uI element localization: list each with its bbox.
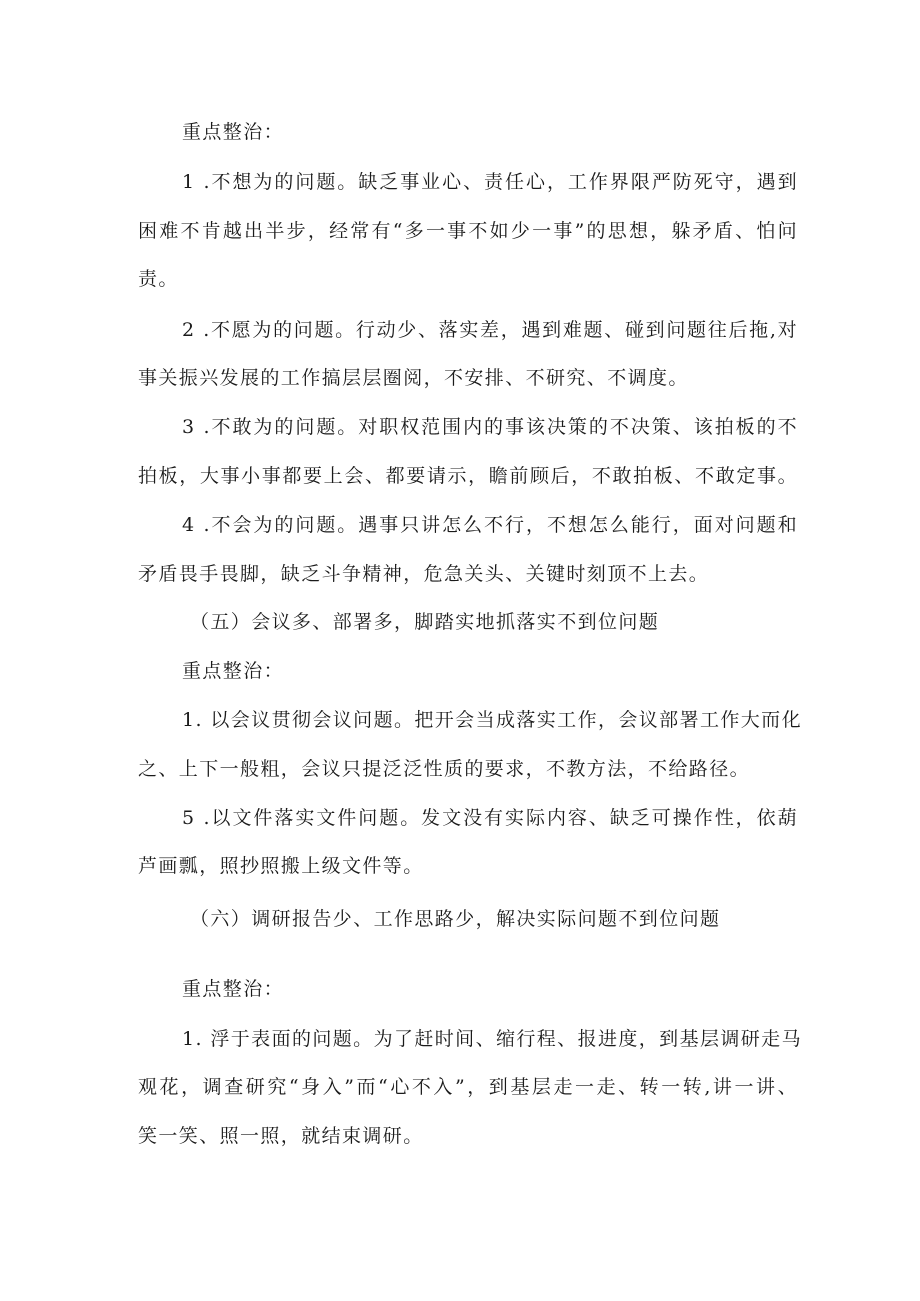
- paragraph-line: 笑一笑、照一照，就结束调研。: [138, 1125, 424, 1147]
- paragraph-line: 责。: [138, 268, 179, 290]
- paragraph-line: 芦画瓢，照抄照搬上级文件等。: [138, 855, 424, 877]
- section-heading-focus: 重点整治：: [182, 660, 285, 682]
- section-heading-focus: 重点整治：: [182, 978, 285, 1000]
- paragraph-line: 5 .以文件落实文件问题。发文没有实际内容、缺乏可操作性，依葫: [182, 807, 798, 829]
- paragraph-line: 困难不肯越出半步，经常有“多一事不如少一事”的思想，躲矛盾、怕问: [138, 220, 798, 242]
- paragraph-line: 1. 浮于表面的问题。为了赶时间、缩行程、报进度，到基层调研走马: [182, 1028, 802, 1050]
- paragraph-line: 拍板，大事小事都要上会、都要请示，瞻前顾后，不敢拍板、不敢定事。: [138, 465, 798, 487]
- paragraph-line: 2 .不愿为的问题。行动少、落实差，遇到难题、碰到问题往后拖,对: [182, 319, 798, 341]
- section-heading-focus: 重点整治：: [182, 121, 285, 143]
- paragraph-line: 1. 以会议贯彻会议问题。把开会当成落实工作，会议部署工作大而化: [182, 709, 802, 731]
- paragraph-line: 3 .不敢为的问题。对职权范围内的事该决策的不决策、该拍板的不: [182, 416, 798, 438]
- paragraph-line: 事关振兴发展的工作搞层层圈阅，不安排、不研究、不调度。: [138, 367, 689, 389]
- section-title-six: （六）调研报告少、工作思路少，解决实际问题不到位问题: [190, 908, 721, 930]
- section-title-five: （五）会议多、部署多，脚踏实地抓落实不到位问题: [190, 611, 660, 633]
- paragraph-line: 1 .不想为的问题。缺乏事业心、责任心，工作界限严防死守，遇到: [182, 171, 798, 193]
- paragraph-line: 矛盾畏手畏脚，缺乏斗争精神，危急关头、关键时刻顶不上去。: [138, 563, 710, 585]
- paragraph-line: 之、上下一般粗，会议只提泛泛性质的要求，不教方法，不给路径。: [138, 758, 751, 780]
- paragraph-line: 观花，调查研究“身入”而“心不入”，到基层走一走、转一转,讲一讲、: [138, 1076, 798, 1098]
- paragraph-line: 4 .不会为的问题。遇事只讲怎么不行，不想怎么能行，面对问题和: [182, 514, 798, 536]
